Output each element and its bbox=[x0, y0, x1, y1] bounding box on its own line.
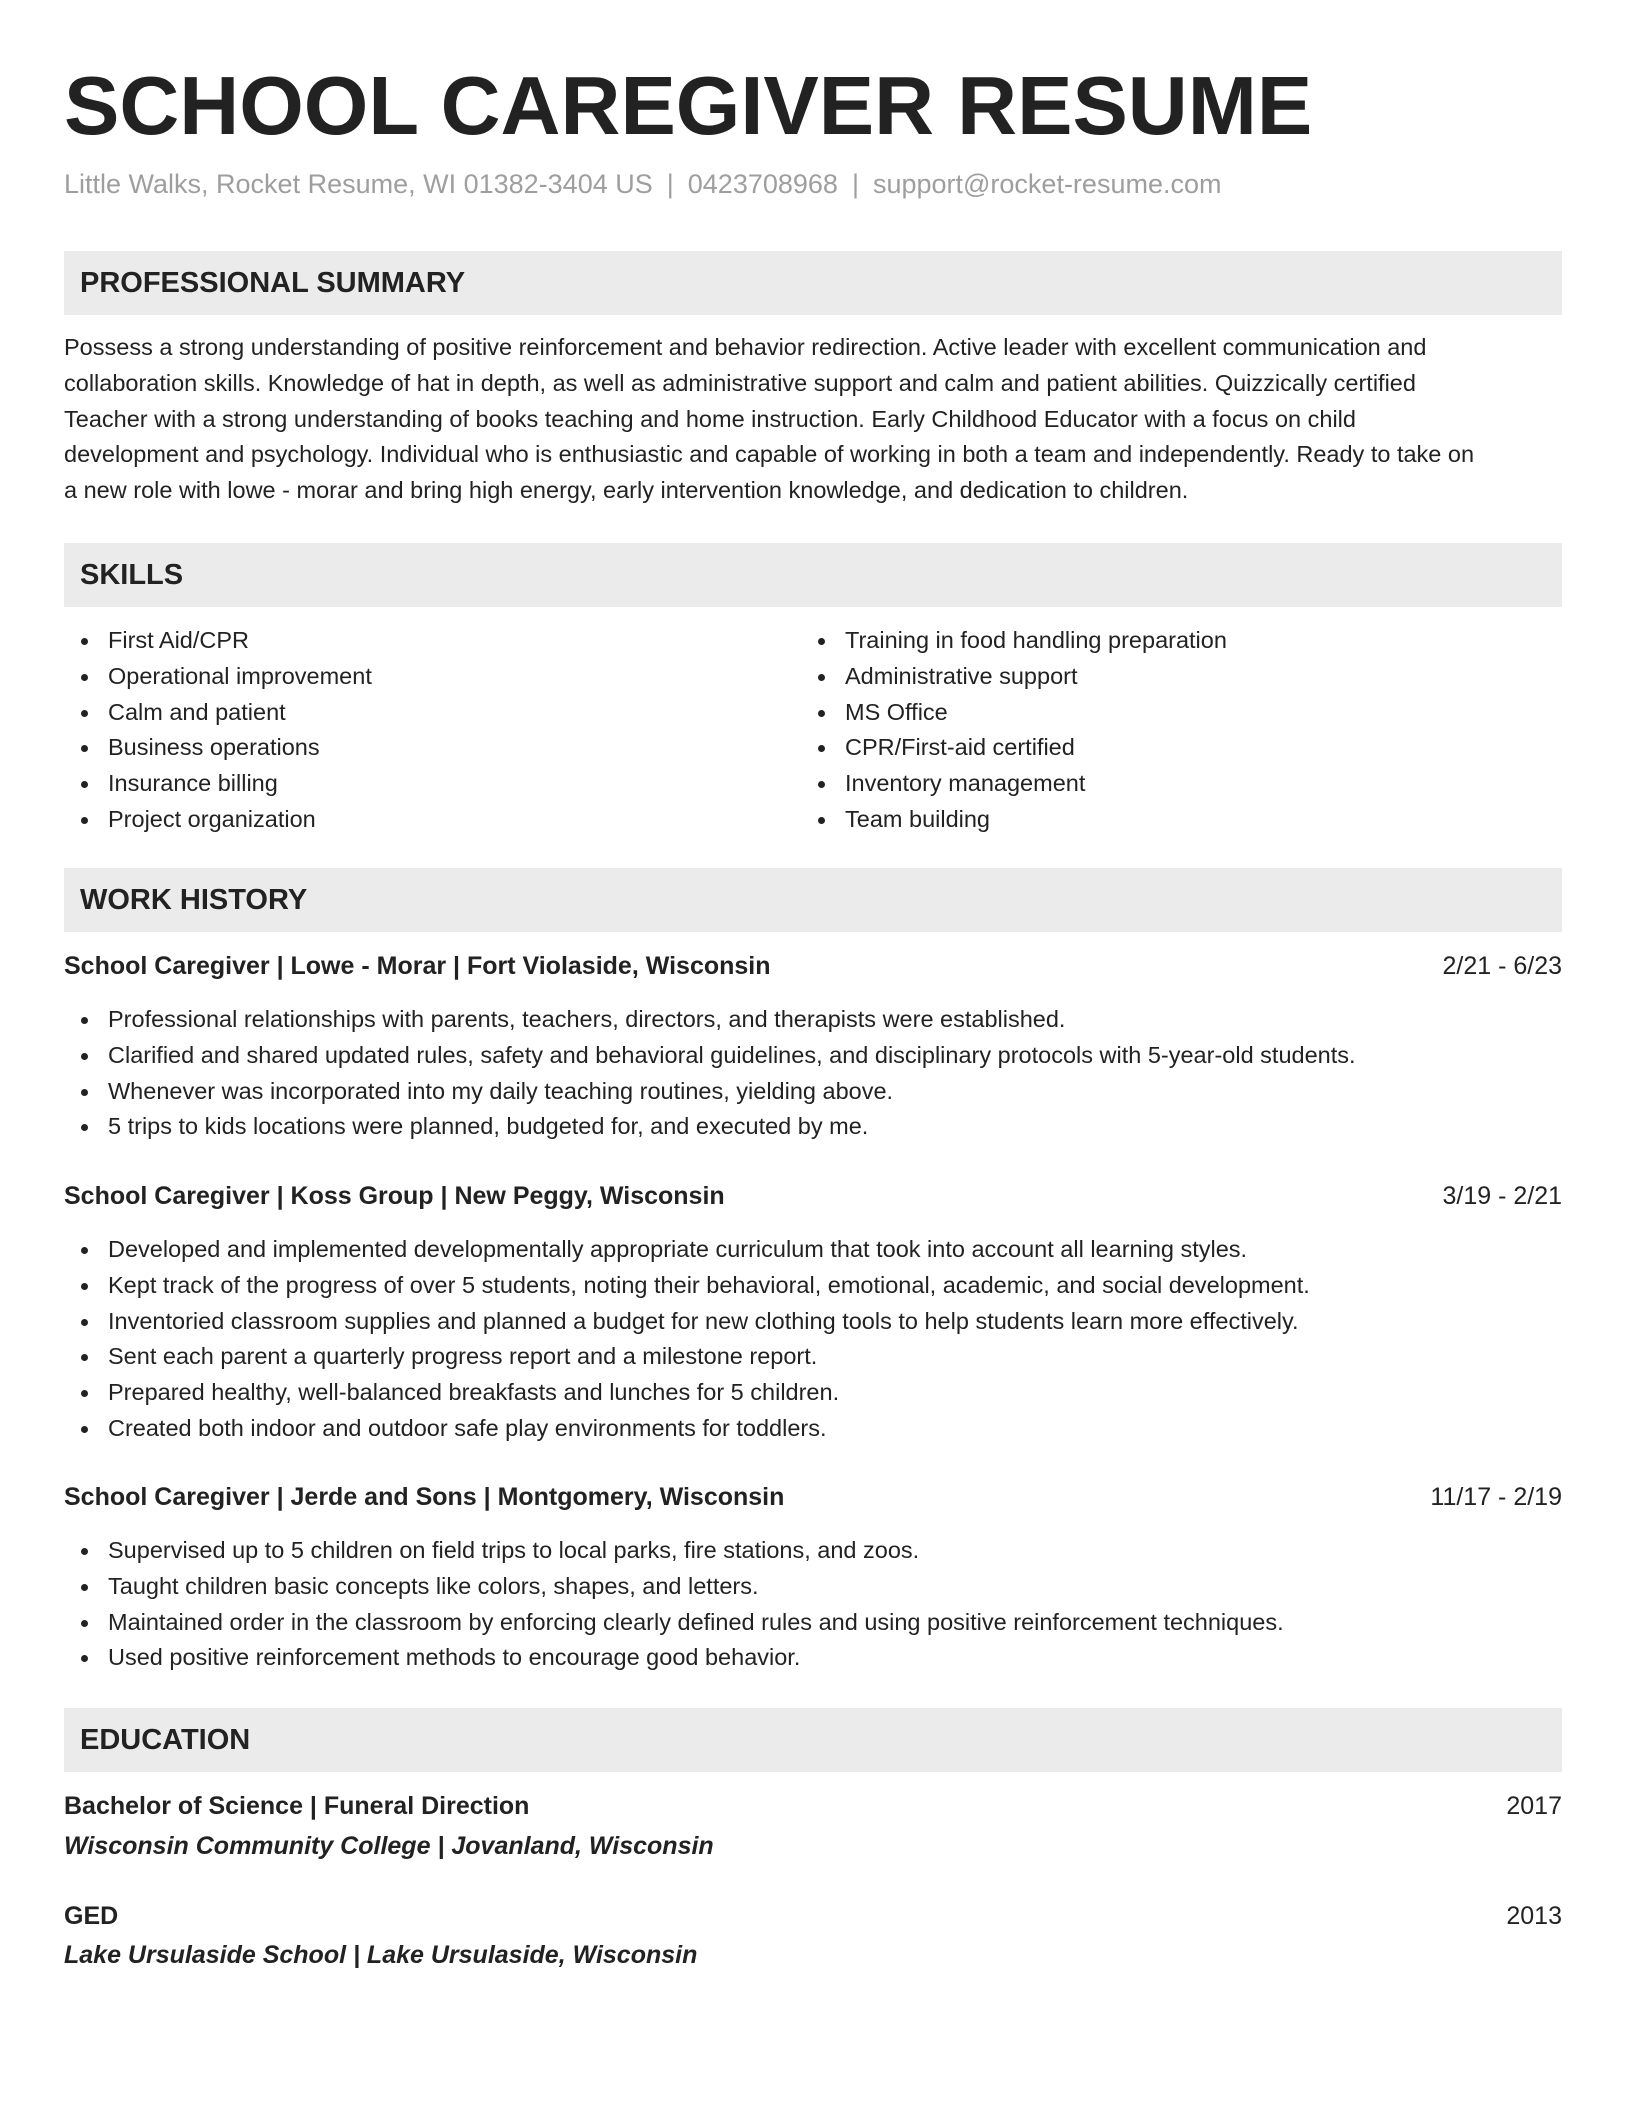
bullet-text: Clarified and shared updated rules, safety and behavioral guidelines, and disciplinary protocols with 5-year-old students. bbox=[108, 1041, 1356, 1068]
resume-title: SCHOOL CAREGIVER RESUME bbox=[64, 59, 1313, 152]
skill-item bbox=[801, 766, 1227, 802]
job-title: School Caregiver | Jerde and Sons | Montgomery, Wisconsin bbox=[64, 1483, 785, 1511]
job-bullets bbox=[64, 1232, 1562, 1447]
job-bullet bbox=[64, 1569, 1562, 1605]
skill-label: MS Office bbox=[845, 698, 948, 725]
bullet-icon bbox=[81, 1620, 88, 1627]
job-dates: 2/21 - 6/23 bbox=[1442, 952, 1562, 980]
bullet-text: Professional relationships with parents, teachers, directors, and therapists were established. bbox=[108, 1006, 1066, 1032]
skills-list-left bbox=[64, 623, 372, 838]
skill-label: CPR/First-aid certified bbox=[845, 734, 1075, 761]
edu-year: 2013 bbox=[1506, 1902, 1562, 1930]
edu-school: Lake Ursulaside School | Lake Ursulaside, Wisconsin bbox=[64, 1941, 698, 1969]
job-title: School Caregiver | Koss Group | New Peggy, Wisconsin bbox=[64, 1182, 725, 1210]
skill-item bbox=[64, 766, 372, 802]
skill-label: First Aid/CPR bbox=[108, 627, 250, 653]
job-bullet bbox=[64, 1002, 1562, 1038]
contact-line bbox=[64, 164, 1221, 204]
summary-line: collaboration skills. Knowledge of hat in depth, as well as administrative support and calm and patient abilities. Quizzically certified bbox=[64, 369, 1416, 396]
bullet-icon bbox=[818, 638, 825, 645]
bullet-icon bbox=[81, 674, 88, 681]
summary-line: a new role with lowe - morar and bring high energy, early intervention knowledge, and dedication to children. bbox=[64, 477, 1189, 504]
bullet-icon bbox=[818, 781, 825, 788]
bullet-icon bbox=[81, 1053, 88, 1060]
skill-item bbox=[801, 659, 1227, 695]
phone-text: 0423708968 bbox=[687, 169, 838, 199]
bullet-text: Maintained order in the classroom by enforcing clearly defined rules and using positive reinforcement techniques. bbox=[108, 1608, 1284, 1635]
skill-item bbox=[64, 730, 372, 766]
bullet-text: Sent each parent a quarterly progress report and a milestone report. bbox=[108, 1343, 818, 1370]
bullet-icon bbox=[81, 710, 88, 717]
bullet-text: 5 trips to kids locations were planned, budgeted for, and executed by me. bbox=[108, 1113, 869, 1140]
edu-degree: Bachelor of Science | Funeral Direction bbox=[64, 1792, 530, 1820]
bullet-text: Supervised up to 5 children on field trips to local parks, fire stations, and zoos. bbox=[108, 1537, 920, 1563]
skill-item bbox=[801, 695, 1227, 731]
bullet-icon bbox=[81, 745, 88, 752]
bullet-icon bbox=[818, 674, 825, 681]
skill-item bbox=[64, 802, 372, 838]
job-bullet bbox=[64, 1375, 1562, 1411]
bullet-icon bbox=[818, 745, 825, 752]
skill-label: Calm and patient bbox=[108, 698, 286, 725]
skill-item bbox=[64, 659, 372, 695]
bullet-text: Developed and implemented developmentally appropriate curriculum that took into account all learning styles. bbox=[108, 1236, 1248, 1262]
skills-list-right bbox=[801, 623, 1227, 838]
bullet-text: Used positive reinforcement methods to encourage good behavior. bbox=[108, 1644, 801, 1671]
job-dates: 11/17 - 2/19 bbox=[1430, 1483, 1562, 1511]
bullet-text: Created both indoor and outdoor safe play environments for toddlers. bbox=[108, 1414, 827, 1441]
job-bullets bbox=[64, 1533, 1562, 1676]
job-bullet bbox=[64, 1038, 1562, 1074]
job-dates: 3/19 - 2/21 bbox=[1442, 1182, 1562, 1210]
summary-line: Teacher with a strong understanding of books teaching and home instruction. Early Childhood Educator with a focus on child bbox=[64, 405, 1356, 432]
job-bullet bbox=[64, 1074, 1562, 1110]
job-bullets bbox=[64, 1002, 1562, 1145]
section-header-education: EDUCATION bbox=[64, 1708, 1562, 1772]
contact-separator: | bbox=[851, 169, 859, 199]
job-bullet bbox=[64, 1605, 1562, 1641]
skill-label: Inventory management bbox=[845, 770, 1086, 797]
bullet-icon bbox=[81, 781, 88, 788]
job-title: School Caregiver | Lowe - Morar | Fort Violaside, Wisconsin bbox=[64, 952, 771, 980]
edu-degree: GED bbox=[64, 1902, 119, 1930]
email-link[interactable]: support@rocket-resume.com bbox=[872, 169, 1222, 199]
contact-separator: | bbox=[666, 169, 674, 199]
job-bullet bbox=[64, 1109, 1562, 1145]
bullet-text: Prepared healthy, well-balanced breakfasts and lunches for 5 children. bbox=[108, 1379, 840, 1406]
job-bullet bbox=[64, 1411, 1562, 1447]
bullet-icon bbox=[81, 638, 88, 645]
bullet-icon bbox=[81, 1247, 88, 1254]
bullet-icon bbox=[81, 1124, 88, 1131]
bullet-icon bbox=[81, 1089, 88, 1096]
bullet-icon bbox=[81, 1584, 88, 1591]
bullet-icon bbox=[818, 710, 825, 717]
skill-label: Operational improvement bbox=[108, 662, 372, 689]
bullet-icon bbox=[81, 1548, 88, 1555]
bullet-text: Whenever was incorporated into my daily teaching routines, yielding above. bbox=[108, 1077, 894, 1104]
bullet-icon bbox=[81, 1426, 88, 1433]
bullet-icon bbox=[81, 1319, 88, 1326]
bullet-icon bbox=[81, 817, 88, 824]
bullet-icon bbox=[81, 1283, 88, 1290]
bullet-icon bbox=[81, 1354, 88, 1361]
summary-line: development and psychology. Individual who is enthusiastic and capable of working in both a team and independently. Ready to take on bbox=[64, 441, 1475, 468]
bullet-text: Kept track of the progress of over 5 students, noting their behavioral, emotional, academic, and social development. bbox=[108, 1271, 1310, 1298]
section-header-work: WORK HISTORY bbox=[64, 868, 1562, 932]
skill-item bbox=[64, 695, 372, 731]
skill-item bbox=[801, 730, 1227, 766]
bullet-text: Taught children basic concepts like colors, shapes, and letters. bbox=[108, 1572, 759, 1599]
skill-item bbox=[801, 802, 1227, 838]
bullet-text: Inventoried classroom supplies and planned a budget for new clothing tools to help students learn more effectively. bbox=[108, 1307, 1299, 1334]
skill-label: Team building bbox=[845, 805, 991, 832]
skill-item bbox=[64, 623, 372, 659]
job-bullet bbox=[64, 1232, 1562, 1268]
skill-label: Administrative support bbox=[845, 662, 1078, 689]
job-bullet bbox=[64, 1339, 1562, 1375]
address-text: Little Walks, Rocket Resume, WI 01382-3404 US bbox=[64, 169, 653, 199]
section-header-skills: SKILLS bbox=[64, 543, 1562, 607]
bullet-icon bbox=[818, 817, 825, 824]
section-header-summary: PROFESSIONAL SUMMARY bbox=[64, 251, 1562, 315]
bullet-icon bbox=[81, 1655, 88, 1662]
skill-label: Training in food handling preparation bbox=[845, 627, 1227, 653]
job-bullet bbox=[64, 1304, 1562, 1340]
edu-year: 2017 bbox=[1506, 1792, 1562, 1820]
skill-label: Project organization bbox=[108, 805, 316, 832]
skill-label: Business operations bbox=[108, 734, 320, 761]
job-bullet bbox=[64, 1640, 1562, 1676]
bullet-icon bbox=[81, 1390, 88, 1397]
edu-school: Wisconsin Community College | Jovanland, Wisconsin bbox=[64, 1832, 714, 1860]
summary-line: Possess a strong understanding of positive reinforcement and behavior redirection. Active leader with excellent communication and bbox=[64, 334, 1427, 360]
bullet-icon bbox=[81, 1017, 88, 1024]
job-bullet bbox=[64, 1268, 1562, 1304]
skill-label: Insurance billing bbox=[108, 770, 278, 797]
summary-text bbox=[64, 330, 1562, 509]
skill-item bbox=[801, 623, 1227, 659]
job-bullet bbox=[64, 1533, 1562, 1569]
